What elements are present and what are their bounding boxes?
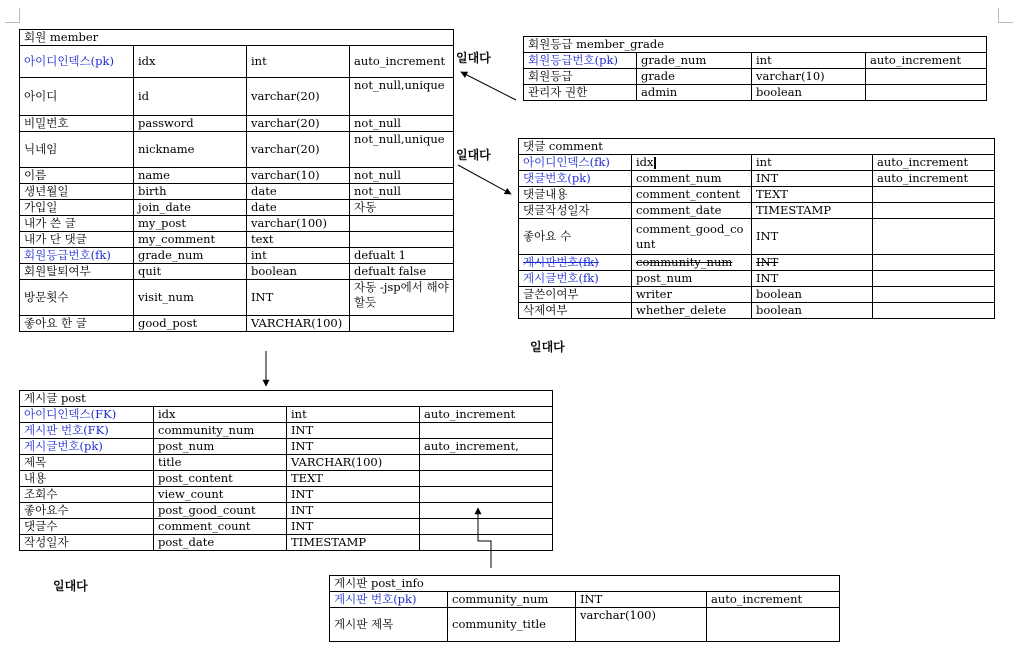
field-name: post_num — [154, 439, 287, 455]
field-name: comment_count — [154, 519, 287, 535]
field-name: birth — [134, 184, 247, 200]
field-label: 게시글번호(pk) — [20, 439, 154, 455]
field-label: 내가 쓴 글 — [20, 216, 134, 232]
field-name: post_num — [632, 271, 752, 287]
field-name: comment_num — [632, 171, 752, 187]
field-label: 회원등급 — [524, 69, 637, 85]
field-name: whether_delete — [632, 303, 752, 319]
field-name: my_comment — [134, 232, 247, 248]
field-type: text — [247, 232, 350, 248]
field-type: INT — [287, 487, 420, 503]
field-constraint: auto_increment — [707, 592, 840, 608]
arrow-member-to-comment — [458, 165, 511, 194]
field-name: community_num — [632, 255, 752, 271]
arrow-grade-to-member — [461, 72, 516, 100]
field-type: varchar(100) — [247, 216, 350, 232]
field-type: INT — [576, 592, 707, 608]
field-type: VARCHAR(100) — [287, 455, 420, 471]
field-type: boolean — [247, 264, 350, 280]
field-constraint: 자동 -jsp에서 해야할듯 — [350, 280, 454, 316]
field-type: boolean — [752, 303, 873, 319]
field-name: idx — [154, 407, 287, 423]
arrow-postinfo-to-post — [478, 508, 491, 568]
field-name: title — [154, 455, 287, 471]
field-name: post_date — [154, 535, 287, 551]
field-name: writer — [632, 287, 752, 303]
field-name: quit — [134, 264, 247, 280]
field-type: boolean — [752, 287, 873, 303]
field-type: varchar(20) — [247, 116, 350, 132]
field-label: 게시판 번호(pk) — [330, 592, 448, 608]
field-label: 아이디인덱스(fk) — [519, 155, 632, 171]
field-label: 회원등급번호(pk) — [524, 53, 637, 69]
field-constraint: not_null,unique — [350, 78, 454, 116]
field-label: 게시판 제목 — [330, 608, 448, 642]
field-type: varchar(10) — [752, 69, 866, 85]
field-constraint: auto_increment, — [420, 439, 553, 455]
field-label: 내용 — [20, 471, 154, 487]
field-type: INT — [752, 171, 873, 187]
field-type: int — [752, 53, 866, 69]
field-type: INT — [287, 439, 420, 455]
field-constraint: 자동 — [350, 200, 454, 216]
field-type: int — [287, 407, 420, 423]
field-type: TEXT — [287, 471, 420, 487]
field-name: join_date — [134, 200, 247, 216]
field-name: grade_num — [637, 53, 752, 69]
field-label: 댓글번호(pk) — [519, 171, 632, 187]
field-constraint: defualt false — [350, 264, 454, 280]
table-title: 댓글 comment — [519, 139, 995, 155]
field-type: int — [247, 46, 350, 78]
field-type: INT — [752, 255, 873, 271]
field-type: TIMESTAMP — [752, 203, 873, 219]
field-type: TIMESTAMP — [287, 535, 420, 551]
field-label: 글쓴이여부 — [519, 287, 632, 303]
field-label: 제목 — [20, 455, 154, 471]
field-name: post_good_count — [154, 503, 287, 519]
field-type: varchar(20) — [247, 78, 350, 116]
field-label: 삭제여부 — [519, 303, 632, 319]
field-name: grade — [637, 69, 752, 85]
field-type: varchar(20) — [247, 132, 350, 168]
field-label: 좋아요 수 — [519, 219, 632, 255]
field-name: my_post — [134, 216, 247, 232]
field-constraint: not_null — [350, 168, 454, 184]
field-constraint: auto_increment — [873, 155, 995, 171]
table-title: 게시판 post_info — [330, 576, 840, 592]
field-label: 댓글내용 — [519, 187, 632, 203]
field-type: date — [247, 184, 350, 200]
field-label: 내가 단 댓글 — [20, 232, 134, 248]
field-label: 좋아요 한 글 — [20, 316, 134, 332]
field-name: grade_num — [134, 248, 247, 264]
field-name: id — [134, 78, 247, 116]
field-label: 작성일자 — [20, 535, 154, 551]
relation-label-comment-post: 일대다 — [530, 340, 565, 354]
field-name: post_content — [154, 471, 287, 487]
field-name: view_count — [154, 487, 287, 503]
field-name: name — [134, 168, 247, 184]
field-label: 좋아요수 — [20, 503, 154, 519]
table-title: 회원 member — [20, 30, 454, 46]
field-type: INT — [287, 519, 420, 535]
field-name: community_num — [154, 423, 287, 439]
field-constraint: defualt 1 — [350, 248, 454, 264]
field-type: INT — [752, 219, 873, 255]
field-name: comment_content — [632, 187, 752, 203]
field-type: int — [247, 248, 350, 264]
field-constraint: auto_increment — [866, 53, 987, 69]
field-label: 게시글번호(fk) — [519, 271, 632, 287]
table-title: 회원등급 member_grade — [524, 37, 987, 53]
field-constraint: not_null,unique — [350, 132, 454, 168]
field-type: INT — [247, 280, 350, 316]
field-type: int — [752, 155, 873, 171]
relation-label-member-post: 일대다 — [53, 579, 88, 593]
table-title: 게시글 post — [20, 391, 553, 407]
field-constraint: auto_increment — [350, 46, 454, 78]
field-label: 아이디인덱스(pk) — [20, 46, 134, 78]
field-type: INT — [752, 271, 873, 287]
field-type: VARCHAR(100) — [247, 316, 350, 332]
field-label: 게시판번호(fk) — [519, 255, 632, 271]
field-label: 회원탈퇴여부 — [20, 264, 134, 280]
field-label: 닉네임 — [20, 132, 134, 168]
field-name: comment_good_count — [632, 219, 752, 255]
field-constraint: auto_increment — [420, 407, 553, 423]
field-constraint: not_null — [350, 184, 454, 200]
field-name: visit_num — [134, 280, 247, 316]
field-type: INT — [287, 503, 420, 519]
field-type: varchar(100) — [576, 608, 707, 642]
field-name: idx — [134, 46, 247, 78]
field-label: 생년월일 — [20, 184, 134, 200]
field-label: 가입일 — [20, 200, 134, 216]
field-label: 이름 — [20, 168, 134, 184]
relation-label-member-comment: 일대다 — [456, 148, 491, 162]
field-label: 댓글작성일자 — [519, 203, 632, 219]
field-name: good_post — [134, 316, 247, 332]
field-type: INT — [287, 423, 420, 439]
field-label: 회원등급번호(fk) — [20, 248, 134, 264]
field-name: nickname — [134, 132, 247, 168]
field-label: 댓글수 — [20, 519, 154, 535]
field-name: community_title — [448, 608, 576, 642]
field-type: date — [247, 200, 350, 216]
field-label: 아이디 — [20, 78, 134, 116]
field-name-text: idx — [636, 155, 654, 169]
field-label: 게시판 번호(FK) — [20, 423, 154, 439]
field-name: admin — [637, 85, 752, 101]
field-label: 비밀번호 — [20, 116, 134, 132]
field-label: 조회수 — [20, 487, 154, 503]
field-label: 방문횟수 — [20, 280, 134, 316]
field-type: TEXT — [752, 187, 873, 203]
field-label: 관리자 권한 — [524, 85, 637, 101]
field-constraint: auto_increment — [873, 171, 995, 187]
field-name: password — [134, 116, 247, 132]
field-type: varchar(10) — [247, 168, 350, 184]
field-constraint: not_null — [350, 116, 454, 132]
field-name: community_num — [448, 592, 576, 608]
field-label: 아이디인덱스(FK) — [20, 407, 154, 423]
field-type: boolean — [752, 85, 866, 101]
relation-label-member-grade: 일대다 — [456, 51, 491, 65]
field-name: comment_date — [632, 203, 752, 219]
